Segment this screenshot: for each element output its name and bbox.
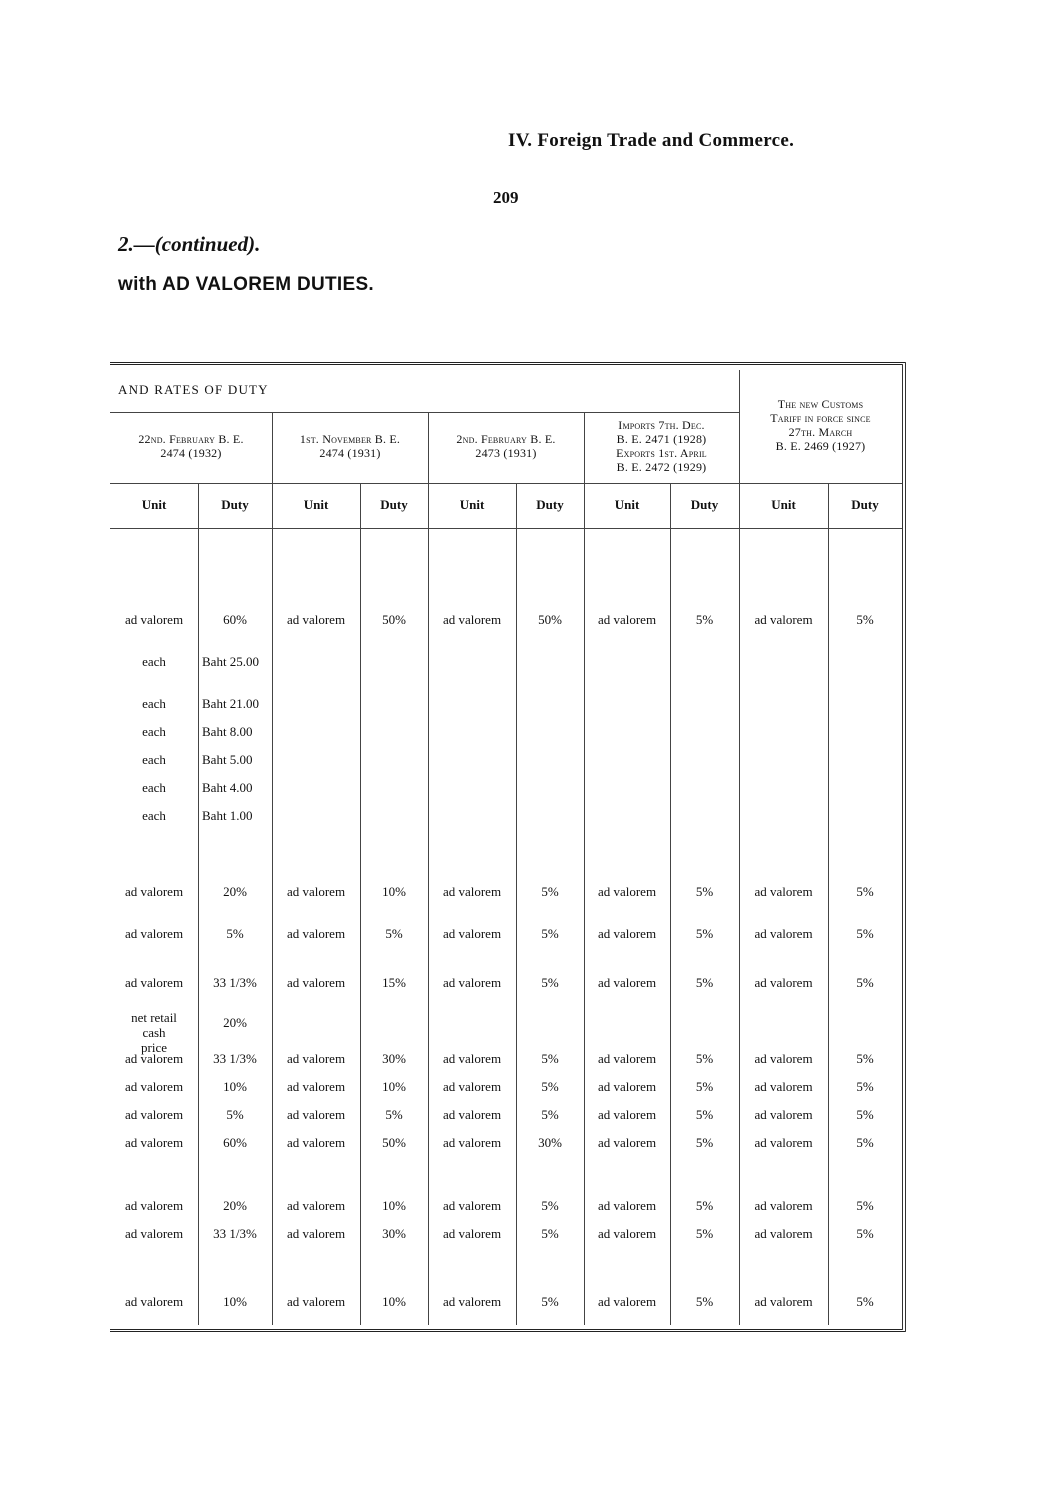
unit-cell: ad valorem (597, 1135, 657, 1150)
duty-cell: 30% (382, 1051, 406, 1066)
continued-heading: 2.—(continued). (118, 232, 261, 256)
unit-cell: ad valorem (442, 1051, 502, 1066)
column-group-title (272, 432, 428, 460)
unit-cell: each (142, 808, 166, 823)
unit-cell: ad valorem (286, 884, 346, 899)
unit-cell: ad valorem (754, 612, 813, 627)
unit-cell: ad valorem (124, 975, 184, 990)
page-number: 209 (493, 188, 519, 207)
unit-cell: ad valorem (754, 1051, 813, 1066)
unit-cell: ad valorem (286, 1079, 346, 1094)
unit-cell: ad valorem (754, 926, 813, 941)
unit-cell: ad valorem (597, 1079, 657, 1094)
duty-cell: 5% (541, 1198, 559, 1213)
column-group-title (428, 432, 584, 460)
unit-cell: ad valorem (597, 1226, 657, 1241)
unit-cell: each (142, 696, 166, 711)
column-group-title-line: 2474 (1931) (319, 446, 381, 460)
unit-cell: ad valorem (442, 1226, 502, 1241)
column-group-title-line: 22nd. February B. E. (138, 432, 244, 446)
duty-header: Duty (536, 497, 564, 512)
duty-cell: 5% (695, 884, 714, 899)
duty-cell: 5% (695, 612, 714, 627)
duty-cell: 5% (385, 1107, 403, 1122)
duty-cell: 60% (223, 1135, 247, 1150)
duty-cell: 5% (541, 1051, 559, 1066)
duty-cell: 50% (382, 612, 406, 627)
duty-cell: 5% (856, 884, 874, 899)
vertical-rule (739, 370, 740, 1325)
unit-cell: ad valorem (124, 1198, 184, 1213)
unit-cell: ad valorem (124, 612, 184, 627)
duty-cell: 10% (382, 1294, 406, 1309)
duty-header: Duty (851, 497, 879, 512)
duty-cell: 50% (538, 612, 562, 627)
duty-cell: 5% (695, 1226, 714, 1241)
column-group-rule (110, 483, 902, 484)
unit-cell: ad valorem (754, 1294, 813, 1309)
unit-cell: ad valorem (754, 1079, 813, 1094)
unit-cell: ad valorem (124, 1294, 184, 1309)
column-group-title-line: B. E. 2471 (1928) (616, 432, 707, 446)
column-group-title-line: 27th. March (788, 425, 853, 439)
vertical-rule (272, 412, 273, 1325)
column-group-title (739, 397, 902, 453)
column-group-title-line: 2473 (1931) (475, 446, 537, 460)
column-group-title-line: 2474 (1932) (160, 446, 222, 460)
duty-cell: 5% (695, 1135, 714, 1150)
duty-cell: 50% (382, 1135, 406, 1150)
duty-cell: 5% (856, 1051, 874, 1066)
duty-cell: 20% (223, 1015, 247, 1030)
unit-cell: ad valorem (442, 926, 502, 941)
duty-cell: Baht 5.00 (202, 752, 253, 767)
unit-cell: ad valorem (442, 975, 502, 990)
column-group-title-line: 1st. November B. E. (299, 432, 401, 446)
duty-cell: 5% (856, 1198, 874, 1213)
unit-cell: ad valorem (124, 1226, 184, 1241)
duty-cell: 30% (538, 1135, 562, 1150)
duty-cell: 33 1/3% (213, 975, 257, 990)
duty-cell: 10% (382, 1079, 406, 1094)
duty-cell: 33 1/3% (213, 1226, 257, 1241)
unit-cell: ad valorem (286, 1051, 346, 1066)
duty-cell: 5% (695, 1294, 714, 1309)
unit-cell: ad valorem (286, 975, 346, 990)
column-group-title-line: B. E. 2469 (1927) (775, 439, 866, 453)
unit-cell: ad valorem (754, 884, 813, 899)
unit-cell: ad valorem (597, 612, 657, 627)
duty-cell: 5% (695, 926, 714, 941)
subtitle: with AD VALOREM DUTIES. (118, 274, 375, 295)
duty-cell: Baht 1.00 (202, 808, 253, 823)
unit-header: Unit (141, 497, 167, 512)
column-group-title (110, 432, 272, 460)
unit-cell: ad valorem (124, 1051, 184, 1066)
duty-cell: 5% (385, 926, 403, 941)
column-group-title-line: Imports 7th. Dec. (618, 418, 705, 432)
duty-cell: Baht 25.00 (202, 654, 260, 669)
duty-cell: 5% (695, 1079, 714, 1094)
unit-cell: ad valorem (597, 975, 657, 990)
duty-cell: 5% (695, 1051, 714, 1066)
unit-cell: ad valorem (597, 1051, 657, 1066)
unit-cell: ad valorem (442, 1079, 502, 1094)
column-group-title-line: B. E. 2472 (1929) (616, 460, 707, 474)
duty-cell: 20% (223, 884, 247, 899)
duty-cell: 5% (541, 1079, 559, 1094)
duty-cell: 5% (856, 1226, 874, 1241)
unit-cell: ad valorem (442, 612, 502, 627)
duty-cell: 5% (541, 926, 559, 941)
duty-cell: 5% (856, 1107, 874, 1122)
unit-cell: each (142, 780, 166, 795)
unit-cell: each (142, 724, 166, 739)
unit-cell: ad valorem (124, 1107, 184, 1122)
unit-cell: ad valorem (754, 1107, 813, 1122)
unit-cell: ad valorem (597, 1294, 657, 1309)
vertical-rule (584, 412, 585, 1325)
unit-cell: ad valorem (286, 1226, 346, 1241)
duty-cell: Baht 4.00 (202, 780, 253, 795)
duty-cell: 20% (223, 1198, 247, 1213)
duty-cell: Baht 8.00 (202, 724, 253, 739)
unit-cell: each (142, 752, 166, 767)
unit-cell: ad valorem (286, 926, 346, 941)
unit-cell: each (142, 654, 166, 669)
unit-cell: net retail cash price (131, 1010, 177, 1055)
duty-cell: 5% (541, 884, 559, 899)
duty-cell: 5% (856, 1079, 874, 1094)
unit-cell: ad valorem (597, 884, 657, 899)
duty-cell: 5% (541, 975, 559, 990)
unit-cell: ad valorem (754, 1135, 813, 1150)
unit-cell: ad valorem (597, 1107, 657, 1122)
duty-cell: 5% (541, 1294, 559, 1309)
column-group-title-line: The new Customs (777, 397, 864, 411)
column-group-title-line: 2nd. February B. E. (456, 432, 556, 446)
duty-cell: 33 1/3% (213, 1051, 257, 1066)
duty-header: Duty (380, 497, 408, 512)
unit-cell: ad valorem (124, 884, 184, 899)
duty-cell: 5% (695, 1198, 714, 1213)
column-group-title-line: Exports 1st. April (616, 446, 707, 460)
duty-cell: 5% (856, 612, 874, 627)
column-group-title-line: Tariff in force since (770, 411, 871, 425)
unit-cell: ad valorem (124, 1079, 184, 1094)
unit-cell: ad valorem (286, 1198, 346, 1213)
unit-cell: ad valorem (442, 1107, 502, 1122)
unit-cell: ad valorem (124, 926, 184, 941)
duty-cell: 10% (223, 1294, 247, 1309)
duty-cell: 5% (226, 1107, 244, 1122)
unit-cell: ad valorem (124, 1135, 184, 1150)
header-rule (110, 412, 739, 413)
duty-cell: 5% (541, 1107, 559, 1122)
duty-header: Duty (690, 497, 719, 512)
unit-header: Unit (614, 497, 640, 512)
duty-cell: 10% (223, 1079, 247, 1094)
unit-cell: ad valorem (442, 1294, 502, 1309)
section-title: IV. Foreign Trade and Commerce. (508, 130, 795, 151)
duty-cell: 30% (382, 1226, 406, 1241)
unit-header: Unit (303, 497, 329, 512)
unit-cell: ad valorem (597, 926, 657, 941)
duty-cell: 5% (856, 1294, 874, 1309)
duty-cell: 5% (226, 926, 244, 941)
unit-header: Unit (771, 497, 796, 512)
unit-cell: ad valorem (754, 975, 813, 990)
duty-cell: 5% (856, 1135, 874, 1150)
unit-cell: ad valorem (286, 612, 346, 627)
unit-cell: ad valorem (754, 1226, 813, 1241)
subheader-rule (110, 528, 902, 529)
duty-cell: 5% (695, 1107, 714, 1122)
unit-cell: ad valorem (754, 1198, 813, 1213)
duty-cell: 10% (382, 1198, 406, 1213)
duty-cell: 5% (856, 926, 874, 941)
duty-cell: 10% (382, 884, 406, 899)
unit-cell: ad valorem (286, 1294, 346, 1309)
unit-cell: ad valorem (442, 1135, 502, 1150)
duty-cell: 5% (541, 1226, 559, 1241)
duty-cell: 5% (856, 975, 874, 990)
unit-cell: ad valorem (597, 1198, 657, 1213)
unit-cell: ad valorem (286, 1107, 346, 1122)
column-group-title (584, 418, 739, 474)
duty-cell: 15% (382, 975, 406, 990)
duty-cell: 60% (223, 612, 247, 627)
vertical-rule (428, 412, 429, 1325)
unit-cell: ad valorem (286, 1135, 346, 1150)
group-label: AND RATES OF DUTY (118, 382, 269, 397)
unit-cell: ad valorem (442, 1198, 502, 1213)
duty-cell: Baht 21.00 (202, 696, 260, 711)
duty-cell: 5% (695, 975, 714, 990)
unit-cell: ad valorem (442, 884, 502, 899)
duty-header: Duty (221, 497, 249, 512)
unit-header: Unit (459, 497, 485, 512)
